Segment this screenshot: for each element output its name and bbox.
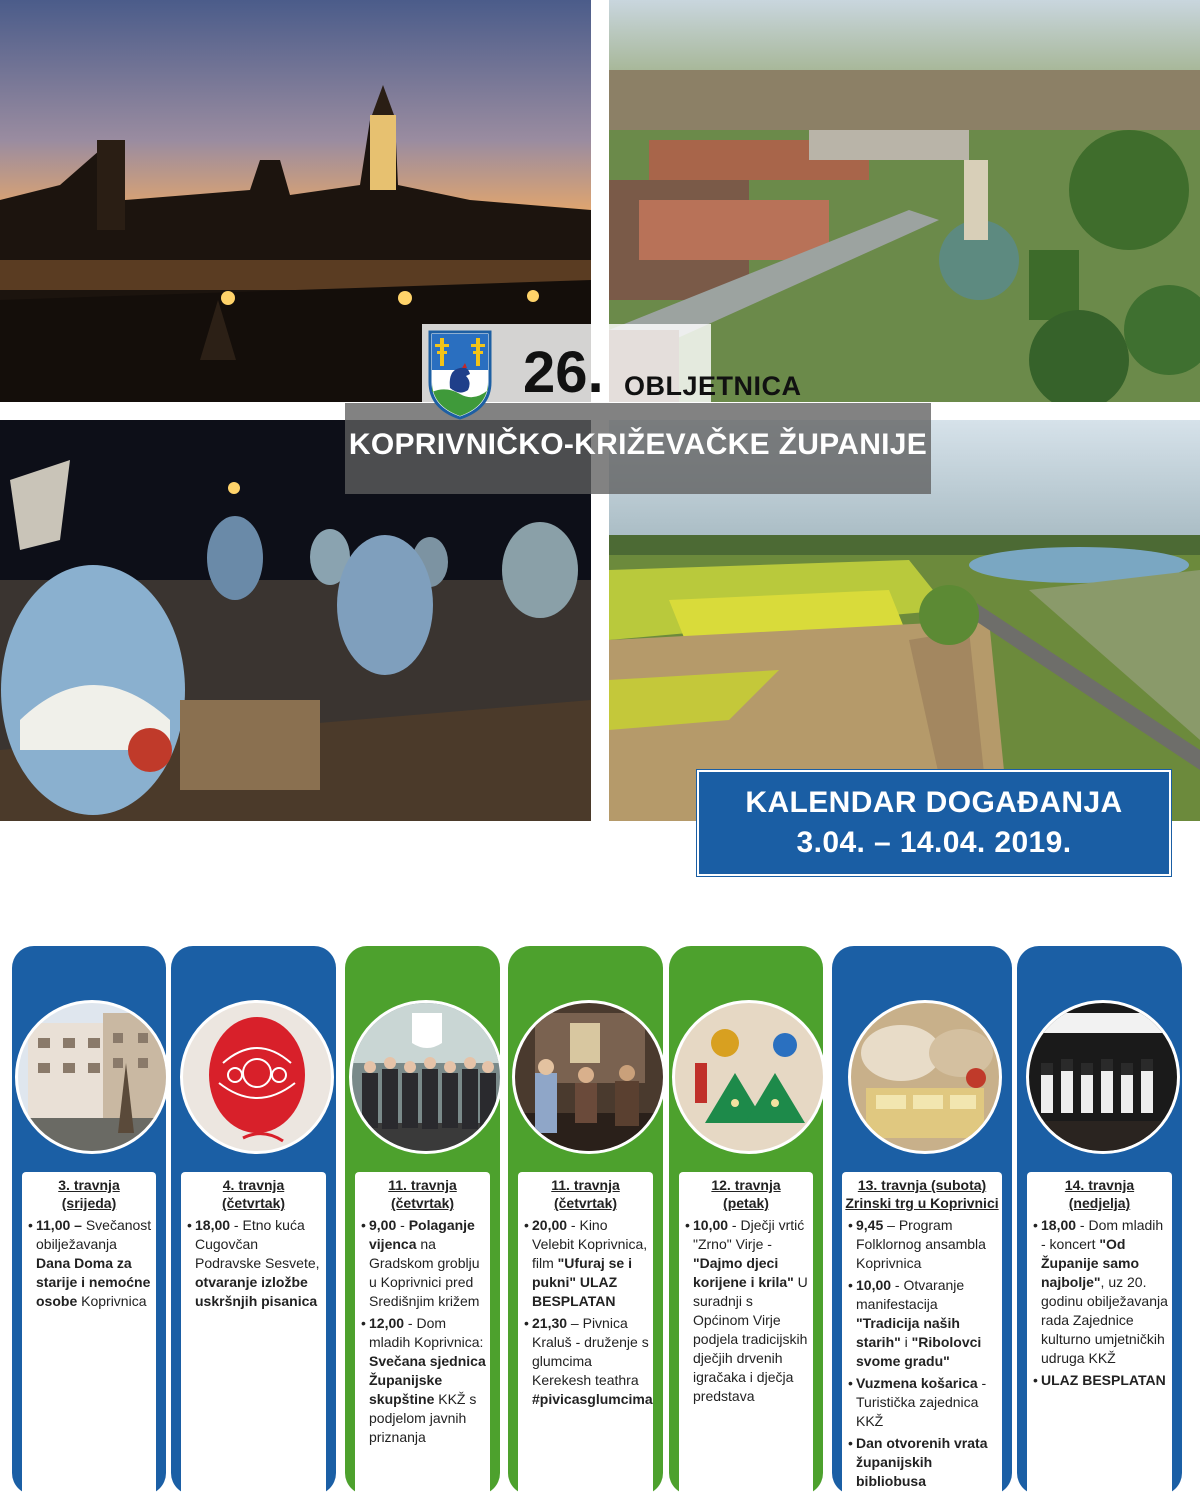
event-card (1027, 1172, 1172, 1495)
event-column-11-april-b (508, 946, 663, 1495)
event-item (524, 1314, 653, 1409)
event-text: - (396, 1217, 409, 1233)
event-text: otvaranje izložbe uskršnjih pisanica (195, 1274, 318, 1309)
event-card (518, 1172, 653, 1495)
event-text: 10,00 (693, 1217, 729, 1233)
event-column-3-april (12, 946, 166, 1495)
event-card (842, 1172, 1002, 1495)
event-text: 10,00 (856, 1277, 892, 1293)
event-text: "Dajmo djeci korijene i krila" (693, 1255, 794, 1290)
event-text: - Dom mladih - koncert (1041, 1217, 1164, 1252)
event-text: Svečanost obilježavanja (36, 1217, 152, 1252)
event-text: 18,00 (195, 1217, 231, 1233)
event-list (22, 1216, 156, 1311)
event-text: #pivicasglumcima (532, 1391, 653, 1407)
event-date: 13. travnja (subota) Zrinski trg u Koprivnici (845, 1177, 999, 1211)
event-column-13-april (832, 946, 1012, 1495)
event-text: Polaganje vijenca (369, 1217, 475, 1252)
county-coat-of-arms-icon (428, 330, 492, 420)
event-date: 3. travnja (srijeda) (58, 1177, 120, 1211)
calendar-title: KALENDAR DOGAĐANJA (745, 786, 1123, 819)
event-text: Dana Doma za starije i nemoćne osobe (36, 1255, 151, 1309)
calendar-title-box (697, 770, 1171, 876)
event-item (848, 1216, 998, 1273)
event-text: 9,45 (856, 1217, 884, 1233)
event-list (842, 1216, 1002, 1491)
event-item (361, 1216, 486, 1311)
event-text: U suradnji s Općinom Virje podjela tradicijskih dječjih drvenih igračaka i dječja predstava (693, 1274, 808, 1404)
event-date: 11. travnja (četvrtak) (388, 1177, 457, 1211)
event-text: i (900, 1334, 912, 1350)
event-text: - Etno kuća Cugovčan Podravske Sesvete, (195, 1217, 320, 1271)
event-text: "Ribolovci svome gradu" (856, 1334, 982, 1369)
event-text: "Ufuraj se i pukni" ULAZ BESPLATAN (532, 1255, 632, 1309)
event-text: 9,00 (369, 1217, 397, 1233)
county-name: KOPRIVNIČKO-KRIŽEVAČKE ŽUPANIJE (348, 428, 928, 461)
event-card (679, 1172, 813, 1495)
event-text: 12,00 (369, 1315, 405, 1331)
event-date: 14. travnja (nedjelja) (1064, 1177, 1135, 1211)
event-item (848, 1434, 998, 1491)
event-text: - Otvaranje manifestacija (856, 1277, 965, 1312)
photo-folklore-concert (1026, 1000, 1180, 1154)
photo-nursing-home (15, 1000, 169, 1154)
event-text: Svečana sjednica Županijske skupštine (369, 1353, 486, 1407)
event-item (685, 1216, 809, 1406)
event-card (181, 1172, 326, 1495)
event-date: 4. travnja (četvrtak) (221, 1177, 286, 1211)
event-column-4-april (171, 946, 336, 1495)
event-list (181, 1216, 326, 1311)
event-card (22, 1172, 156, 1495)
photo-award-ceremony (349, 1000, 503, 1154)
event-text: "Od Županije samo najbolje" (1041, 1236, 1140, 1290)
event-list (518, 1216, 653, 1409)
event-item (848, 1276, 998, 1371)
photo-theatre-actors (512, 1000, 666, 1154)
event-item (28, 1216, 152, 1311)
event-list (679, 1216, 813, 1406)
event-column-12-april (669, 946, 823, 1495)
event-text: "Tradicija naših starih" (856, 1315, 960, 1350)
event-date: 11. travnja (četvrtak) (551, 1177, 620, 1211)
event-item (187, 1216, 322, 1311)
event-card (355, 1172, 490, 1495)
event-item (524, 1216, 649, 1311)
event-text: – Program Folklornog ansambla Koprivnica (856, 1217, 986, 1271)
event-text: Dan otvorenih vrata županijskih bibliobusa (856, 1435, 988, 1489)
calendar-dates: 3.04. – 14.04. 2019. (796, 826, 1072, 859)
event-text: ULAZ BESPLATAN (1041, 1372, 1166, 1388)
event-list (1027, 1216, 1172, 1390)
event-list (355, 1216, 490, 1447)
event-item (1033, 1216, 1168, 1368)
event-text: Vuzmena košarica (856, 1375, 978, 1391)
photo-easter-basket (848, 1000, 1002, 1154)
event-item (1033, 1371, 1168, 1390)
event-text: - Kino Velebit Koprivnica, film (532, 1217, 648, 1271)
event-text: na Gradskom groblju u Koprivnici pred Središnjim križem (369, 1236, 480, 1309)
event-text: - Dječji vrtić "Zrno" Virje - (693, 1217, 805, 1252)
event-text: 20,00 (532, 1217, 568, 1233)
anniversary-word: OBLJETNICA (624, 371, 802, 401)
photo-easter-egg (180, 1000, 334, 1154)
event-text: Koprivnica (77, 1293, 147, 1309)
event-text: 21,30 (532, 1315, 568, 1331)
event-item (361, 1314, 486, 1447)
event-column-14-april (1017, 946, 1182, 1495)
event-text: 11,00 – (36, 1217, 82, 1233)
event-text: - Turistička zajednica KKŽ (856, 1375, 987, 1429)
event-date: 12. travnja (petak) (711, 1177, 781, 1211)
photo-wooden-toys (672, 1000, 826, 1154)
event-text: 18,00 (1041, 1217, 1077, 1233)
event-column-11-april-a (345, 946, 500, 1495)
event-text: – Pivnica Kraluš - druženje s glumcima Kerekesh teathra (532, 1315, 649, 1388)
event-text: - Dom mladih Koprivnica: (369, 1315, 484, 1350)
anniversary-number: 26. (523, 340, 604, 405)
event-text: , uz 20. godinu obilježavanja rada Zajednice kulturno umjetničkih udruga KKŽ (1041, 1274, 1168, 1366)
event-text: KKŽ s podjelom javnih priznanja (369, 1391, 477, 1445)
event-item (848, 1374, 998, 1431)
